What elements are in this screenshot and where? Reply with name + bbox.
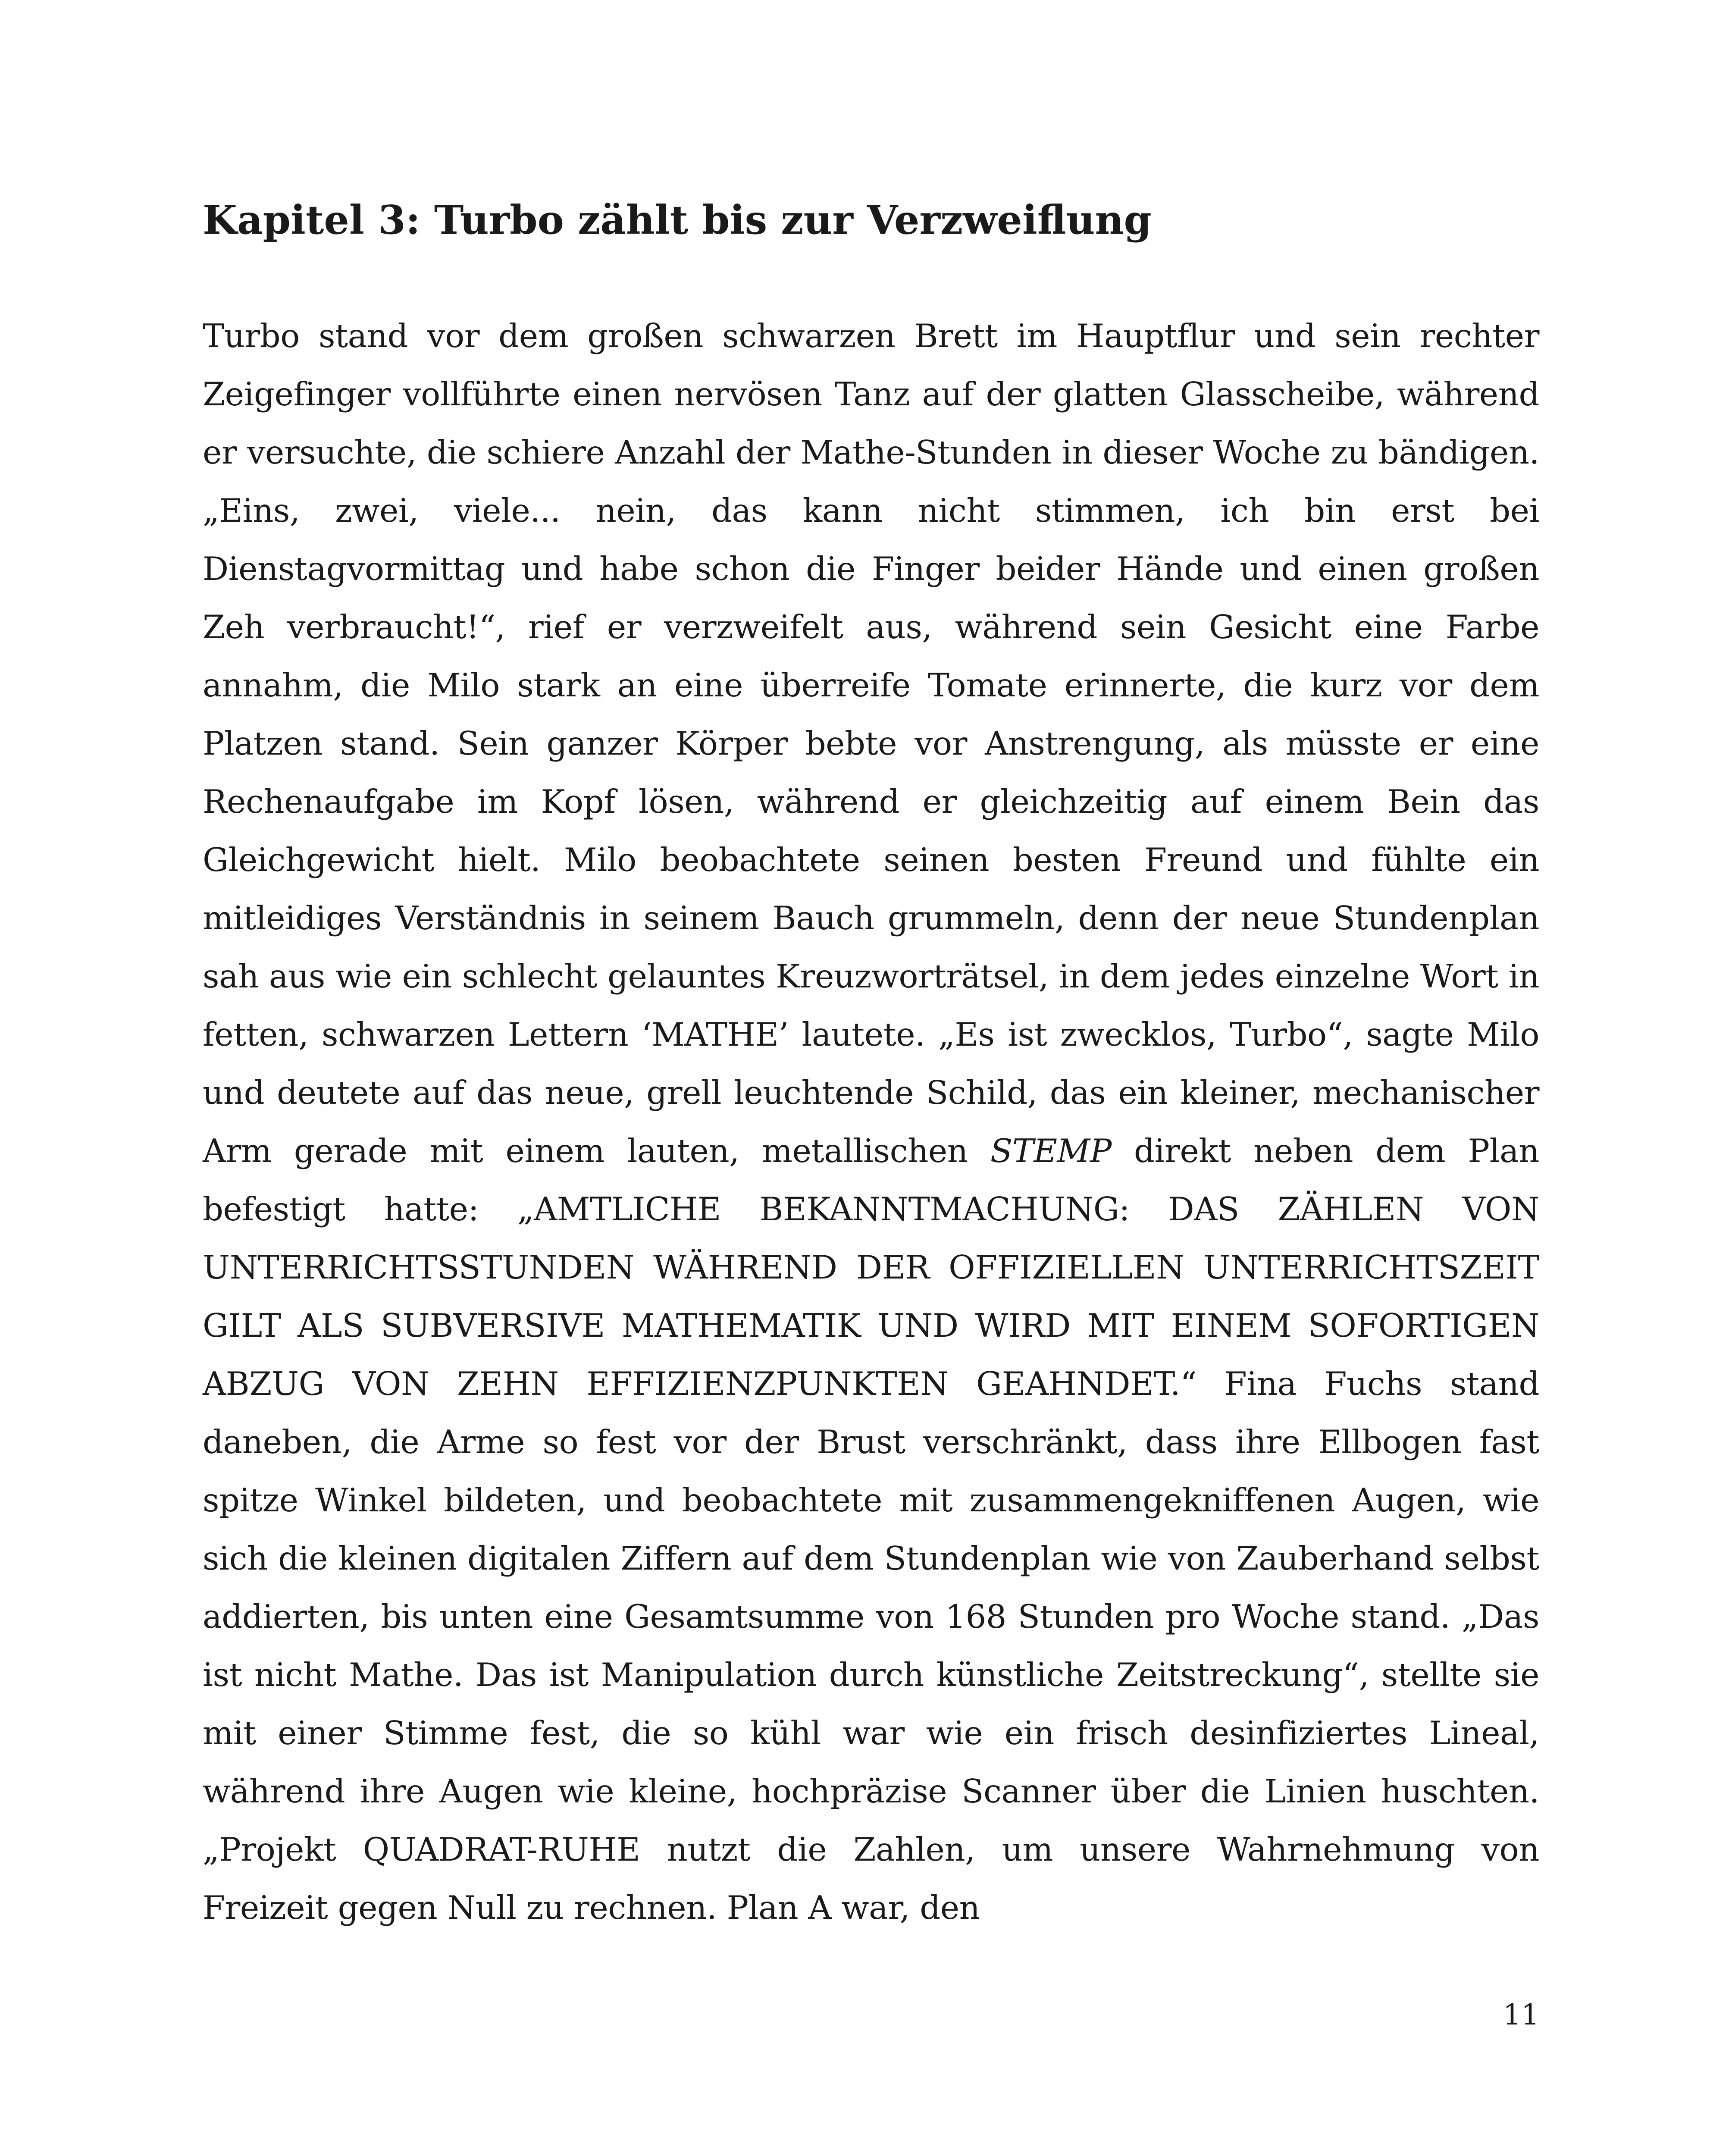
page-number: 11 <box>1503 1998 1539 2031</box>
chapter-title: Kapitel 3: Turbo zählt bis zur Verzweiflung <box>203 197 1152 243</box>
body-text-segment-1: Turbo stand vor dem großen schwarzen Brett im Hauptflur und sein rechter Zeigefinger vollführte einen nervösen Tanz auf der glatten Glasscheibe, während er versuchte, die schiere Anzahl der Mathe-Stunden in dieser Woche zu bändigen. „Eins, zwei, viele... nein, das kann nicht stimmen, ich bin erst bei Dienstagvormittag und habe schon die Finger beider Hände und einen großen Zeh verbraucht!“, rief er verzweifelt aus, während sein Gesicht eine Farbe annahm, die Milo stark an eine überreife Tomate erinnerte, die kurz vor dem Platzen stand. Sein ganzer Körper bebte vor Anstrengung, als müsste er eine Rechenaufgabe im Kopf lösen, während er gleichzeitig auf einem Bein das Gleichgewicht hielt. Milo beobachtete seinen besten Freund und fühlte ein mitleidiges Verständnis in seinem Bauch grummeln, denn der neue Stundenplan sah aus wie ein schlecht gelauntes Kreuzworträtsel, in dem jedes einzelne Wort in fetten, schwarzen Lettern ‘MATHE’ lautete. „Es ist zwecklos, Turbo“, sagte Milo und deutete auf das neue, grell leuchtende Schild, das ein kleiner, mechanischer Arm gerade mit einem lauten, metallischen <box>203 317 1539 1170</box>
body-text-segment-2: direkt neben dem Plan befestigt hatte: „AMTLICHE BEKANNTMACHUNG: DAS ZÄHLEN VON UNTERRICHTSSTUNDEN WÄHREND DER OFFIZIELLEN UNTERRICHTSZEIT GILT ALS SUBVERSIVE MATHEMATIK UND WIRD MIT EINEM SOFORTIGEN ABZUG VON ZEHN EFFIZIENZPUNKTEN GEAHNDET.“ Fina Fuchs stand daneben, die Arme so fest vor der Brust verschränkt, dass ihre Ellbogen fast spitze Winkel bildeten, und beobachtete mit zusammengekniffenen Augen, wie sich die kleinen digitalen Ziffern auf dem Stundenplan wie von Zauberhand selbst addierten, bis unten eine Gesamtsumme von 168 Stunden pro Woche stand. „Das ist nicht Mathe. Das ist Manipulation durch künstliche Zeitstreckung“, stellte sie mit einer Stimme fest, die so kühl war wie ein frisch desinfiziertes Lineal, während ihre Augen wie kleine, hochpräzise Scanner über die Linien huschten. „Projekt QUADRAT-RUHE nutzt die Zahlen, um unsere Wahrnehmung von Freizeit gegen Null zu rechnen. Plan A war, den <box>203 1132 1539 1927</box>
body-paragraph <box>203 307 1539 1937</box>
body-text-emphasis: STEMP <box>990 1132 1112 1170</box>
